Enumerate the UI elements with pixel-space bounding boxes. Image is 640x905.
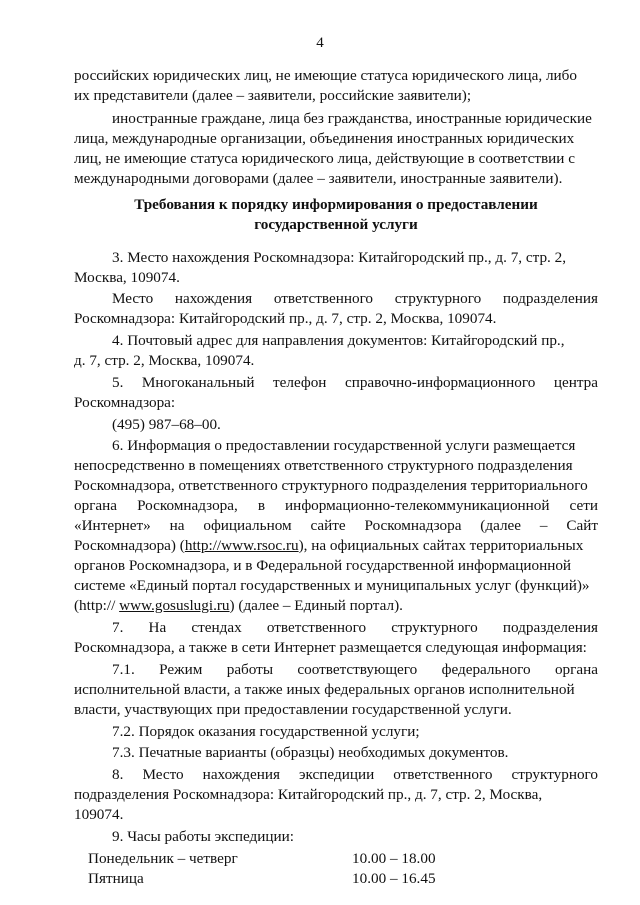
text-line: органа Роскомнадзора, в информационно-телекоммуникационной сети bbox=[74, 497, 598, 514]
text-line: Роскомнадзора) (http://www.rsoc.ru), на официальных сайтах территориальных bbox=[74, 537, 584, 554]
text-line: Роскомнадзора: Китайгородский пр., д. 7, стр. 2, Москва, 109074. bbox=[74, 310, 497, 327]
text-line: лиц, не имеющие статуса юридического лица, действующие в соответствии с bbox=[74, 150, 575, 167]
text-line: 7.1. Режим работы соответствующего федерального органа bbox=[112, 661, 598, 678]
text-line: Москва, 109074. bbox=[74, 269, 180, 286]
hours-day: Понедельник – четверг bbox=[88, 850, 238, 867]
text-line: 6. Информация о предоставлении государственной услуги размещается bbox=[112, 437, 576, 454]
text-line: системе «Единый портал государственных и муниципальных услуг (функций)» bbox=[74, 577, 590, 594]
text-line: исполнительной власти, а также иных федеральных органов исполнительной bbox=[74, 681, 575, 698]
link-rsoc[interactable]: http://www.rsoc.ru bbox=[184, 537, 299, 554]
text-line: российских юридических лиц, не имеющие статуса юридического лица, либо bbox=[74, 67, 578, 84]
section-heading-line: Требования к порядку информирования о предоставлении bbox=[134, 196, 538, 213]
text-line: 3. Место нахождения Роскомнадзора: Китайгородский пр., д. 7, стр. 2, bbox=[112, 249, 567, 266]
link-gosuslugi[interactable]: www.gosuslugi.ru bbox=[119, 597, 230, 614]
text-line: непосредственно в помещениях ответственного структурного подразделения bbox=[74, 457, 573, 474]
section-heading-line: государственной услуги bbox=[254, 216, 418, 233]
text-line: 5. Многоканальный телефон справочно-информационного центра bbox=[112, 374, 598, 391]
text-line: лица, международные организации, объединения иностранных юридических bbox=[74, 130, 575, 147]
text-line: (http:// www.gosuslugi.ru) (далее – Единый портал). bbox=[74, 597, 403, 614]
text-line: их представители (далее – заявители, российские заявители); bbox=[74, 87, 472, 104]
text-line: органов Роскомнадзора, и в Федеральной государственной информационной bbox=[74, 557, 572, 574]
text-line: 4. Почтовый адрес для направления документов: Китайгородский пр., bbox=[112, 332, 565, 349]
text-line: «Интернет» на официальном сайте Роскомнадзора (далее – Сайт bbox=[74, 517, 598, 534]
text-line: д. 7, стр. 2, Москва, 109074. bbox=[74, 352, 255, 369]
text-line: Место нахождения ответственного структурного подразделения bbox=[112, 290, 598, 307]
text-line: международными договорами (далее – заявители, иностранные заявители). bbox=[74, 170, 563, 187]
hours-time: 10.00 – 16.45 bbox=[352, 870, 436, 887]
text-line: 7. На стендах ответственного структурного подразделения bbox=[112, 619, 598, 636]
text-line: 109074. bbox=[74, 806, 124, 823]
text-line: подразделения Роскомнадзора: Китайгородский пр., д. 7, стр. 2, Москва, bbox=[74, 786, 543, 803]
text-line: иностранные граждане, лица без гражданства, иностранные юридические bbox=[112, 110, 592, 127]
text-line: 9. Часы работы экспедиции: bbox=[112, 828, 295, 845]
text-line: 7.3. Печатные варианты (образцы) необходимых документов. bbox=[112, 744, 509, 761]
text-line: 8. Место нахождения экспедиции ответственного структурного bbox=[112, 766, 598, 783]
text-line: власти, участвующих при предоставлении государственной услуги. bbox=[74, 701, 512, 718]
hours-day: Пятница bbox=[88, 870, 144, 887]
text-line: Роскомнадзора, а также в сети Интернет размещается следующая информация: bbox=[74, 639, 587, 656]
text-line: (495) 987–68–00. bbox=[112, 416, 221, 433]
page-number: 4 bbox=[316, 35, 324, 51]
text-line: Роскомнадзора: bbox=[74, 394, 176, 411]
hours-time: 10.00 – 18.00 bbox=[352, 850, 436, 867]
text-line: Роскомнадзора, ответственного структурного подразделения территориального bbox=[74, 477, 588, 494]
text-line: 7.2. Порядок оказания государственной услуги; bbox=[112, 723, 420, 740]
